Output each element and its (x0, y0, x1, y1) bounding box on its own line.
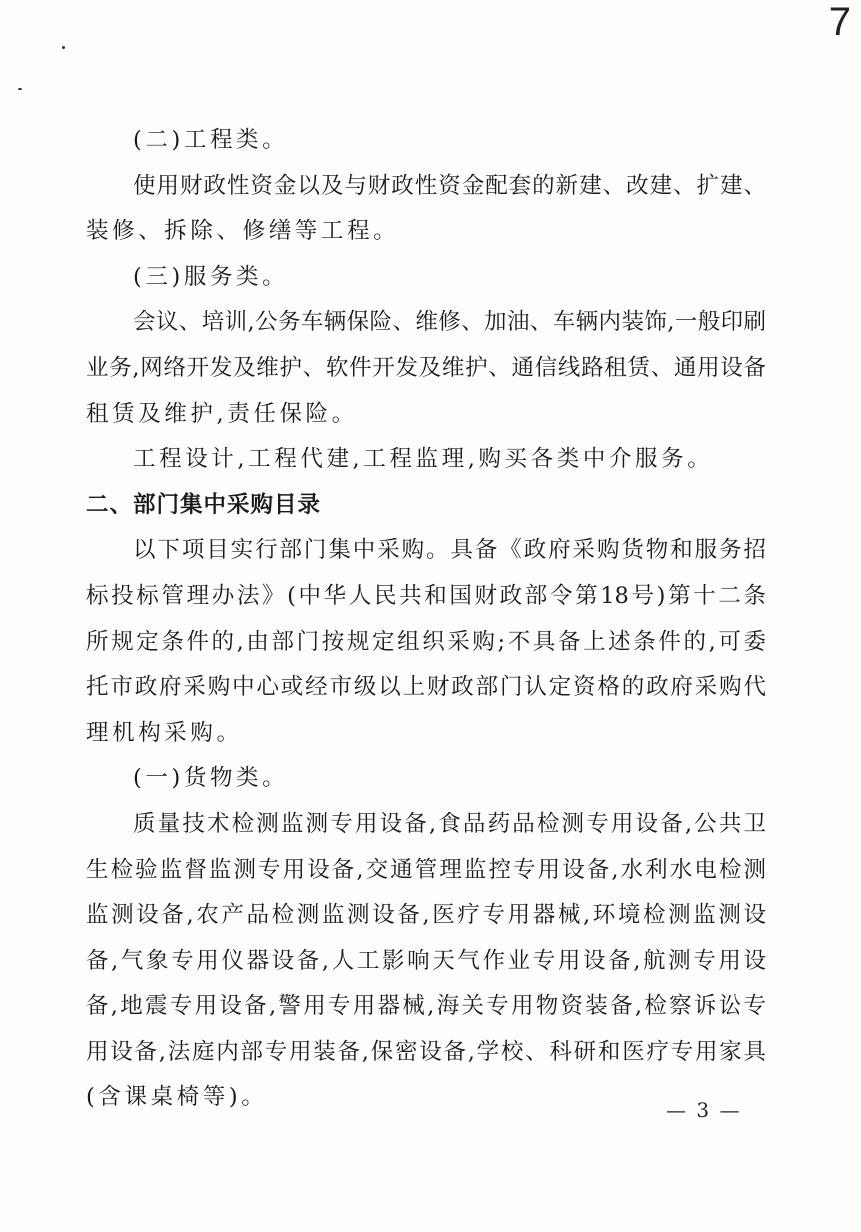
paragraph-line: 工程设计,工程代建,工程监理,购买各类中介服务。 (133, 446, 714, 473)
paragraph-line: 用设备,法庭内部专用装备,保密设备,学校、科研和医疗专用家具 (86, 1038, 766, 1065)
section-heading-goods: (一)货物类。 (133, 765, 289, 792)
chapter-heading-department-catalog: 二、部门集中采购目录 (86, 491, 322, 518)
paragraph-line: 以下项目实行部门集中采购。具备《政府采购货物和服务招 (133, 537, 766, 564)
paragraph-line: 装修、拆除、修缮等工程。 (86, 218, 400, 245)
paragraph-line: 业务,网络开发及维护、软件开发及维护、通信线路租赁、通用设备 (86, 354, 766, 381)
paragraph-line: 会议、培训,公务车辆保险、维修、加油、车辆内装饰,一般印刷 (133, 309, 766, 336)
paragraph-line: (含课桌椅等)。 (86, 1084, 268, 1111)
paragraph-line: 生检验监督监测专用设备,交通管理监控专用设备,水利水电检测 (86, 856, 766, 883)
paragraph-line: 理机构采购。 (86, 719, 243, 746)
paragraph-line: 备,地震专用设备,警用专用器械,海关专用物资装备,检察诉讼专 (86, 993, 766, 1020)
paragraph-line: 租赁及维护,责任保险。 (86, 400, 358, 427)
paragraph-line: 使用财政性资金以及与财政性资金配套的新建、改建、扩建、 (133, 172, 766, 199)
paragraph-line: 托市政府采购中心或经市级以上财政部门认定资格的政府采购代 (86, 674, 766, 701)
corner-page-mark: 7 (828, 0, 851, 44)
scan-speck (18, 88, 22, 90)
paragraph-line: 所规定条件的,由部门按规定组织采购;不具备上述条件的,可委 (86, 628, 766, 655)
page-number: — 3 — (666, 1098, 742, 1122)
paragraph-line: 备,气象专用仪器设备,人工影响天气作业专用设备,航测专用设 (86, 947, 766, 974)
paragraph-line: 质量技术检测监测专用设备,食品药品检测专用设备,公共卫 (133, 810, 766, 837)
section-heading-engineering: (二)工程类。 (133, 127, 289, 153)
section-heading-services: (三)服务类。 (133, 263, 289, 290)
paragraph-line: 监测设备,农产品检测监测设备,医疗专用器械,环境检测监测设 (86, 902, 766, 929)
document-body (86, 118, 766, 1121)
paragraph-line: 标投标管理办法》(中华人民共和国财政部令第18号)第十二条 (86, 582, 766, 609)
scan-speck (62, 46, 65, 49)
